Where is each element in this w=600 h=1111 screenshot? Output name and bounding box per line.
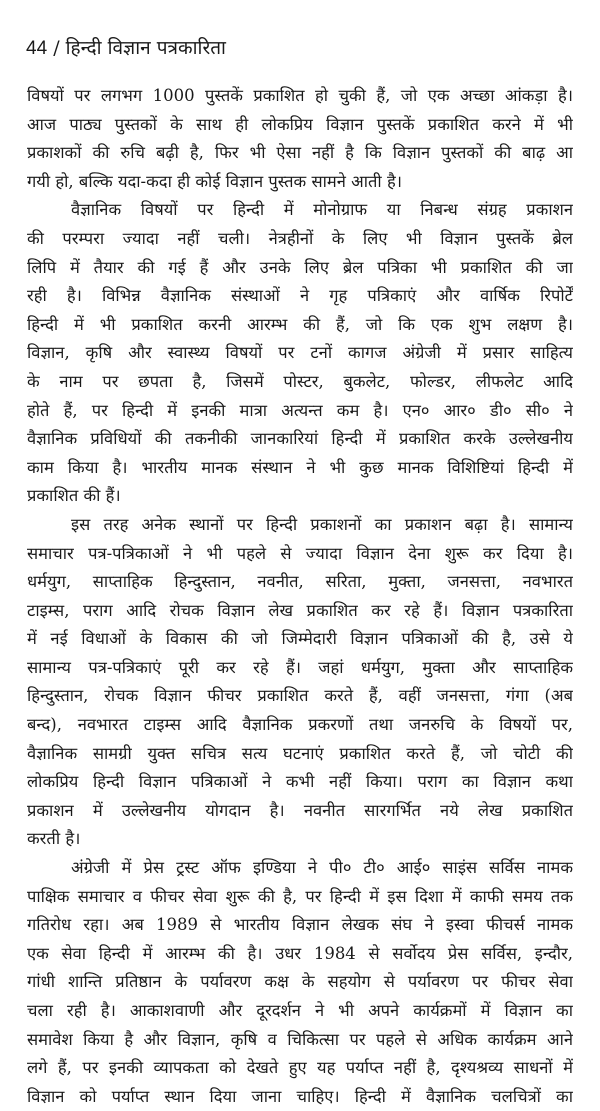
text-line: लगे हैं, पर इनकी व्यापकता को देखते हुए यह पर्याप्त नहीं है, दृश्यश्रव्य साधनों में [27, 1058, 573, 1078]
text-line: सामान्य पत्र-पत्रिकाएं पूरी कर रहे हैं। जहां धर्मयुग, मुक्ता और साप्ताहिक [27, 657, 573, 677]
header-separator: / [53, 37, 60, 59]
paragraph [27, 511, 573, 854]
text-line: समाचार पत्र-पत्रिकाओं ने भी पहले से ज्यादा विज्ञान देना शुरू कर दिया है। [27, 543, 573, 563]
text-line: आज पाठ्य पुस्तकों के साथ ही लोकप्रिय विज्ञान पुस्तकें प्रकाशित करने में भी [27, 114, 573, 134]
text-line: चला रही है। आकाशवाणी और दूरदर्शन ने भी अपने कार्यक्रमों में विज्ञान का [27, 1001, 573, 1020]
text-line: काम किया है। भारतीय मानक संस्थान ने भी कुछ मानक विशिष्टियां हिन्दी में [27, 457, 573, 477]
text-line: में नई विधाओं के विकास की जो जिम्मेदारी विज्ञान पत्रिकाओं की है, उसे ये [27, 629, 573, 649]
text-line: रही है। विभिन्न वैज्ञानिक संस्थाओं ने गृह पत्रिकाएं और वार्षिक रिपोर्टें [27, 286, 573, 306]
text-line: समावेश किया है और विज्ञान, कृषि व चिकित्सा पर पहले से अधिक कार्यक्रम आने [27, 1029, 573, 1049]
text-line: लिपि में तैयार की गई हैं और उनके लिए ब्रेल पत्रिका भी प्रकाशित की जा [27, 257, 573, 277]
text-line: टाइम्स, पराग आदि रोचक विज्ञान लेख प्रकाशित कर रहे हैं। विज्ञान पत्रकारिता [27, 600, 573, 620]
text-line: विषयों पर लगभग 1000 पुस्तकें प्रकाशित हो चुकी हैं, जो एक अच्छा आंकड़ा है। [27, 86, 573, 105]
text-line: हिन्दुस्तान, रोचक विज्ञान फीचर प्रकाशित करते हैं, वहीं जनसत्ता, गंगा (अब [27, 686, 573, 706]
page-number: 44 [26, 38, 48, 59]
text-line: एक सेवा हिन्दी में आरम्भ की है। उधर 1984 से सर्वोदय प्रेस सर्विस, इन्दौर, [27, 943, 573, 963]
text-line: प्रकाशित की हैं। [27, 486, 121, 506]
text-line: गांधी शान्ति प्रतिष्ठान के पर्यावरण कक्ष के सहयोग से पर्यावरण पर फीचर सेवा [27, 972, 573, 992]
running-title: हिन्दी विज्ञान पत्रकारिता [65, 37, 226, 59]
text-line: के नाम पर छपता है, जिसमें पोस्टर, बुकलेट, फोल्डर, लीफलेट आदि [27, 371, 573, 391]
running-header [26, 36, 226, 61]
text-line: वैज्ञानिक सामग्री युक्त सचित्र सत्य घटनाएं प्रकाशित करते हैं, जो चोटी की [27, 743, 573, 763]
text-line: अंग्रेजी में प्रेस ट्रस्ट ऑफ इण्डिया ने पी० टी० आई० साइंस सर्विस नामक [71, 858, 573, 878]
text-line: धर्मयुग, साप्ताहिक हिन्दुस्तान, नवनीत, सरिता, मुक्ता, जनसत्ता, नवभारत [27, 572, 573, 592]
text-line: की परम्परा ज्यादा नहीं चली। नेत्रहीनों के लिए भी विज्ञान पुस्तकें ब्रेल [27, 228, 573, 248]
text-line: लोकप्रिय हिन्दी विज्ञान पत्रिकाओं ने कभी नहीं किया। पराग का विज्ञान कथा [27, 772, 573, 792]
text-line: गयी हो, बल्कि यदा-कदा ही कोई विज्ञान पुस्तक सामने आती है। [27, 171, 402, 191]
text-line: बन्द), नवभारत टाइम्स आदि वैज्ञानिक प्रकरणों तथा जनरुचि के विषयों पर, [27, 715, 573, 735]
text-line: होते हैं, पर हिन्दी में इनकी मात्रा अत्यन्त कम है। एन० आर० डी० सी० ने [27, 400, 573, 420]
page-body-text [27, 82, 573, 1111]
paragraph [27, 196, 573, 511]
text-line: गतिरोध रहा। अब 1989 से भारतीय विज्ञान लेखक संघ ने इस्वा फीचर्स नामक [27, 915, 573, 935]
paragraph [27, 82, 573, 196]
text-line: वैज्ञानिक प्रविधियों की तकनीकी जानकारियां हिन्दी में प्रकाशित करके उल्लेखनीय [27, 429, 573, 449]
text-line: हिन्दी में भी प्रकाशित करनी आरम्भ की हैं, जो कि एक शुभ लक्षण है। [27, 314, 573, 334]
text-line: प्रकाशन में उल्लेखनीय योगदान है। नवनीत सारगर्भित नये लेख प्रकाशित [27, 800, 573, 820]
text-line: वैज्ञानिक विषयों पर हिन्दी में मोनोग्राफ या निबन्ध संग्रह प्रकाशन [71, 200, 573, 220]
text-line: इस तरह अनेक स्थानों पर हिन्दी प्रकाशनों का प्रकाशन बढ़ा है। सामान्य [71, 514, 573, 534]
text-line: करती है। [27, 829, 81, 849]
paragraph [27, 854, 573, 1111]
text-line: प्रकाशकों की रुचि बढ़ी है, फिर भी ऐसा नहीं है कि विज्ञान पुस्तकों की बाढ़ आ [27, 143, 573, 163]
text-line: पाक्षिक समाचार व फीचर सेवा शुरू की है, पर हिन्दी में इस दिशा में काफी समय तक [27, 886, 573, 906]
text-line: विज्ञान को पर्याप्त स्थान दिया जाना चाहिए। हिन्दी में वैज्ञानिक चलचित्रों का [27, 1086, 573, 1106]
text-line: विज्ञान, कृषि और स्वास्थ्य विषयों पर टनों कागज अंग्रेजी में प्रसार साहित्य [27, 343, 573, 363]
